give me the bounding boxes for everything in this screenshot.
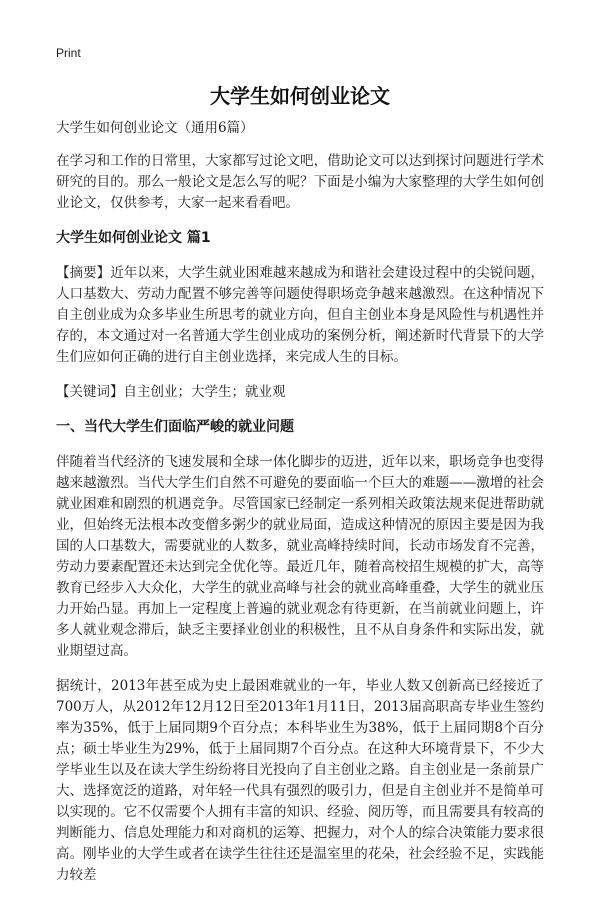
print-link[interactable]: Print: [56, 46, 81, 60]
document-body: [56, 118, 544, 900]
document-title: 大学生如何创业论文: [210, 84, 390, 108]
body-paragraph-2: 据统计，2013年甚至成为史上最困难就业的一年，毕业人数又创新高已经接近了700万人，从2012年12月12日至2013年1月11日，2013届高职高专毕业生签约率为35%，低于上届同期9个百分点；本科毕业生为38%，低于上届同期8个百分点；硕士毕业生为29%，低于上届同期7个百分点。在这种大环境背景下，不少大学毕业生以及在读大学生纷纷将目光投向了自主创业之路。自主创业是一条前景广大、选择宽泛的道路，对年轻一代具有强烈的吸引力，但是自主创业并不是简单可以实现的。它不仅需要个人拥有丰富的知识、经验、阅历等，而且需要具有较高的判断能力、信息处理能力和对商机的运筹、把握力，对个人的综合决策能力要求很高。刚毕业的大学生或者在读学生往往还是温室里的花朵，社会经验不足，实践能力较差: [56, 678, 544, 883]
part-heading: 一、当代大学生们面临严峻的就业问题: [56, 419, 294, 435]
keywords-paragraph: 【关键词】自主创业；大学生；就业观: [56, 384, 286, 400]
section-heading: 大学生如何创业论文 篇1: [56, 230, 211, 246]
intro-paragraph: 在学习和工作的日常里，大家都写过论文吧，借助论文可以达到探讨问题进行学术研究的目的。那么一般论文是怎么写的呢？下面是小编为大家整理的大学生如何创业论文，仅供参考，大家一起来看看吧。: [56, 153, 544, 211]
abstract-paragraph: 【摘要】近年以来，大学生就业困难越来越成为和谐社会建设过程中的尖锐问题，人口基数大、劳动力配置不够完善等问题使得职场竞争越来越激烈。在这种情况下自主创业成为众多毕业生所思考的就业方向，但自主创业本身是风险性与机遇性并存的，本文通过对一名普通大学生创业成功的案例分析，阐述新时代背景下的大学生们应如何正确的进行自主创业选择，来完成人生的目标。: [56, 265, 544, 365]
document-subtitle: 大学生如何创业论文（通用6篇）: [56, 120, 254, 136]
body-paragraph-1: 伴随着当代经济的飞速发展和全球一体化脚步的迈进，近年以来，职场竞争也变得越来越激烈。当代大学生们自然不可避免的要面临一个巨大的难题——激增的社会就业困难和剧烈的机遇竞争。尽管国家已经制定一系列相关政策法规来促进帮助就业，但始终无法根本改变僧多粥少的就业局面，造成这种情况的原因主要是因为我国的人口基数大，需要就业的人数多，就业高峰持续时间，长动市场发育不完善，劳动力要素配置还未达到完全优化等。最近几年，随着高校招生规模的扩大，高等教育已经步入大众化，大学生的就业高峰与社会的就业高峰重叠，大学生的就业压力开始凸显。再加上一定程度上普遍的就业观念有待更新，在当前就业问题上，许多人就业观念滞后，缺乏主要择业创业的积极性，且不从自身条件和实际出发，就业期望过高。: [56, 454, 544, 659]
